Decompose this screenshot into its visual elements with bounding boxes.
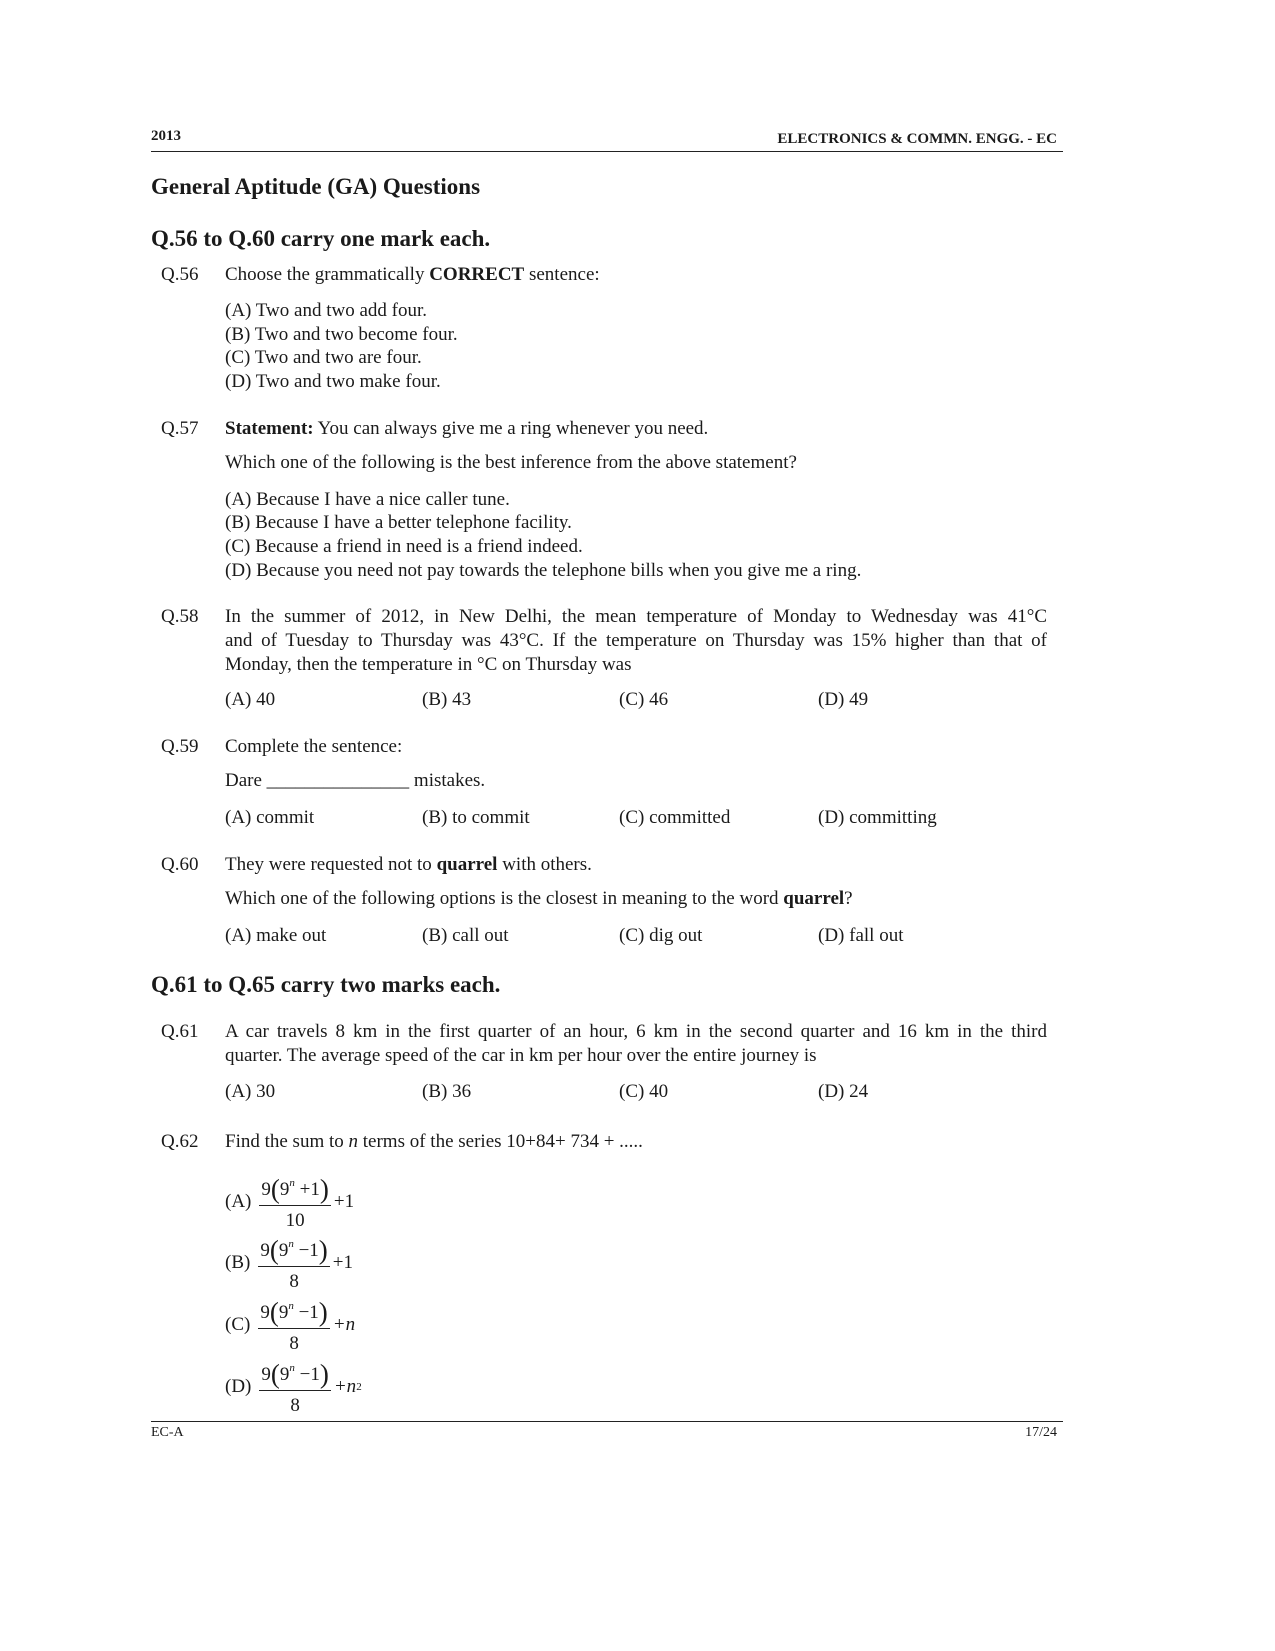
header-year: 2013 [151, 128, 181, 144]
fraction-tail: +1 [333, 1191, 355, 1212]
q59-option-a: (A) commit [225, 807, 315, 828]
q57-option-a: (A) Because I have a nice caller tune. [225, 489, 510, 510]
q60-text: They were requested not to quarrel with others. [225, 854, 592, 875]
q58-option-d: (D) 49 [818, 689, 869, 710]
q58-option-b: (B) 43 [422, 689, 472, 710]
q61-option-c: (C) 40 [619, 1081, 669, 1102]
q59-option-c: (C) committed [619, 807, 731, 828]
q60-question: Which one of the following options is the closest in meaning to the word quarrel? [225, 888, 853, 909]
q57-option-b: (B) Because I have a better telephone facility. [225, 512, 572, 533]
q60-option-c: (C) dig out [619, 925, 703, 946]
q61-line-2: quarter. The average speed of the car in km per hour over the entire journey is [225, 1045, 817, 1066]
q58-line-2: and of Tuesday to Thursday was 43°C. If the temperature on Thursday was 15% higher than that of [225, 630, 1047, 651]
q59-option-b: (B) to commit [422, 807, 530, 828]
q59-option-d: (D) committing [818, 807, 937, 828]
fraction-tail: +n [332, 1314, 356, 1335]
q56-option-b: (B) Two and two become four. [225, 324, 458, 345]
fraction-tail-exponent: 2 [356, 1381, 362, 1393]
footer-rule [151, 1421, 1063, 1422]
q60-number: Q.60 [161, 854, 199, 875]
q62-text: Find the sum to n terms of the series 10+84+ 734 + ..... [225, 1131, 643, 1152]
q61-option-b: (B) 36 [422, 1081, 472, 1102]
q61-number: Q.61 [161, 1021, 199, 1042]
q60-option-a: (A) make out [225, 925, 327, 946]
q61-line-1: A car travels 8 km in the first quarter of an hour, 6 km in the second quarter and 16 km in the third [225, 1021, 1047, 1042]
q58-line-3: Monday, then the temperature in °C on Thursday was [225, 654, 632, 675]
fraction: $\frac{9(9^n -1)}{8}$ [258, 1231, 329, 1295]
footer-page-number: 17/24 [1025, 1425, 1057, 1440]
q60-option-b: (B) call out [422, 925, 509, 946]
fraction: $\frac{9(9^n -1)}{8}$ [258, 1293, 329, 1357]
option-label: (A) [225, 1191, 252, 1212]
fraction-tail: +n [333, 1376, 357, 1397]
q56-option-d: (D) Two and two make four. [225, 371, 441, 392]
footer-code: EC-A [151, 1425, 184, 1440]
option-label: (C) [225, 1314, 251, 1335]
q62-option-d [225, 1355, 362, 1419]
q60-option-d: (D) fall out [818, 925, 904, 946]
header-rule [151, 151, 1063, 152]
q58-option-a: (A) 40 [225, 689, 276, 710]
q59-sentence: Dare _______________ mistakes. [225, 770, 486, 791]
q56-text: Choose the grammatically CORRECT sentence: [225, 264, 600, 285]
q57-statement: Statement: You can always give me a ring whenever you need. [225, 418, 709, 439]
q57-option-d: (D) Because you need not pay towards the telephone bills when you give me a ring. [225, 560, 862, 581]
q56-option-c: (C) Two and two are four. [225, 347, 422, 368]
fraction: $\frac{9(9^n +1)}{10}$ [259, 1170, 330, 1234]
q57-number: Q.57 [161, 418, 199, 439]
q62-option-c [225, 1293, 355, 1357]
q59-number: Q.59 [161, 736, 199, 757]
q62-option-a [225, 1170, 354, 1234]
q58-number: Q.58 [161, 606, 199, 627]
q59-text: Complete the sentence: [225, 736, 403, 757]
q56-option-a: (A) Two and two add four. [225, 300, 428, 321]
q57-option-c: (C) Because a friend in need is a friend indeed. [225, 536, 583, 557]
q62-number: Q.62 [161, 1131, 199, 1152]
q57-question: Which one of the following is the best inference from the above statement? [225, 452, 797, 473]
section-title: General Aptitude (GA) Questions [151, 174, 481, 199]
part1-title: Q.56 to Q.60 carry one mark each. [151, 226, 491, 251]
fraction: $\frac{9(9^n -1)}{8}$ [259, 1355, 330, 1419]
q58-line-1: In the summer of 2012, in New Delhi, the mean temperature of Monday to Wednesday was 41°C [225, 606, 1047, 627]
q58-option-c: (C) 46 [619, 689, 669, 710]
q62-option-b [225, 1231, 353, 1295]
option-label: (D) [225, 1376, 252, 1397]
fraction-tail: +1 [332, 1252, 354, 1273]
option-label: (B) [225, 1252, 251, 1273]
q61-option-d: (D) 24 [818, 1081, 869, 1102]
q61-option-a: (A) 30 [225, 1081, 276, 1102]
header-subject: ELECTRONICS & COMMN. ENGG. - EC [777, 131, 1057, 147]
q56-number: Q.56 [161, 264, 199, 285]
part2-title: Q.61 to Q.65 carry two marks each. [151, 972, 501, 997]
